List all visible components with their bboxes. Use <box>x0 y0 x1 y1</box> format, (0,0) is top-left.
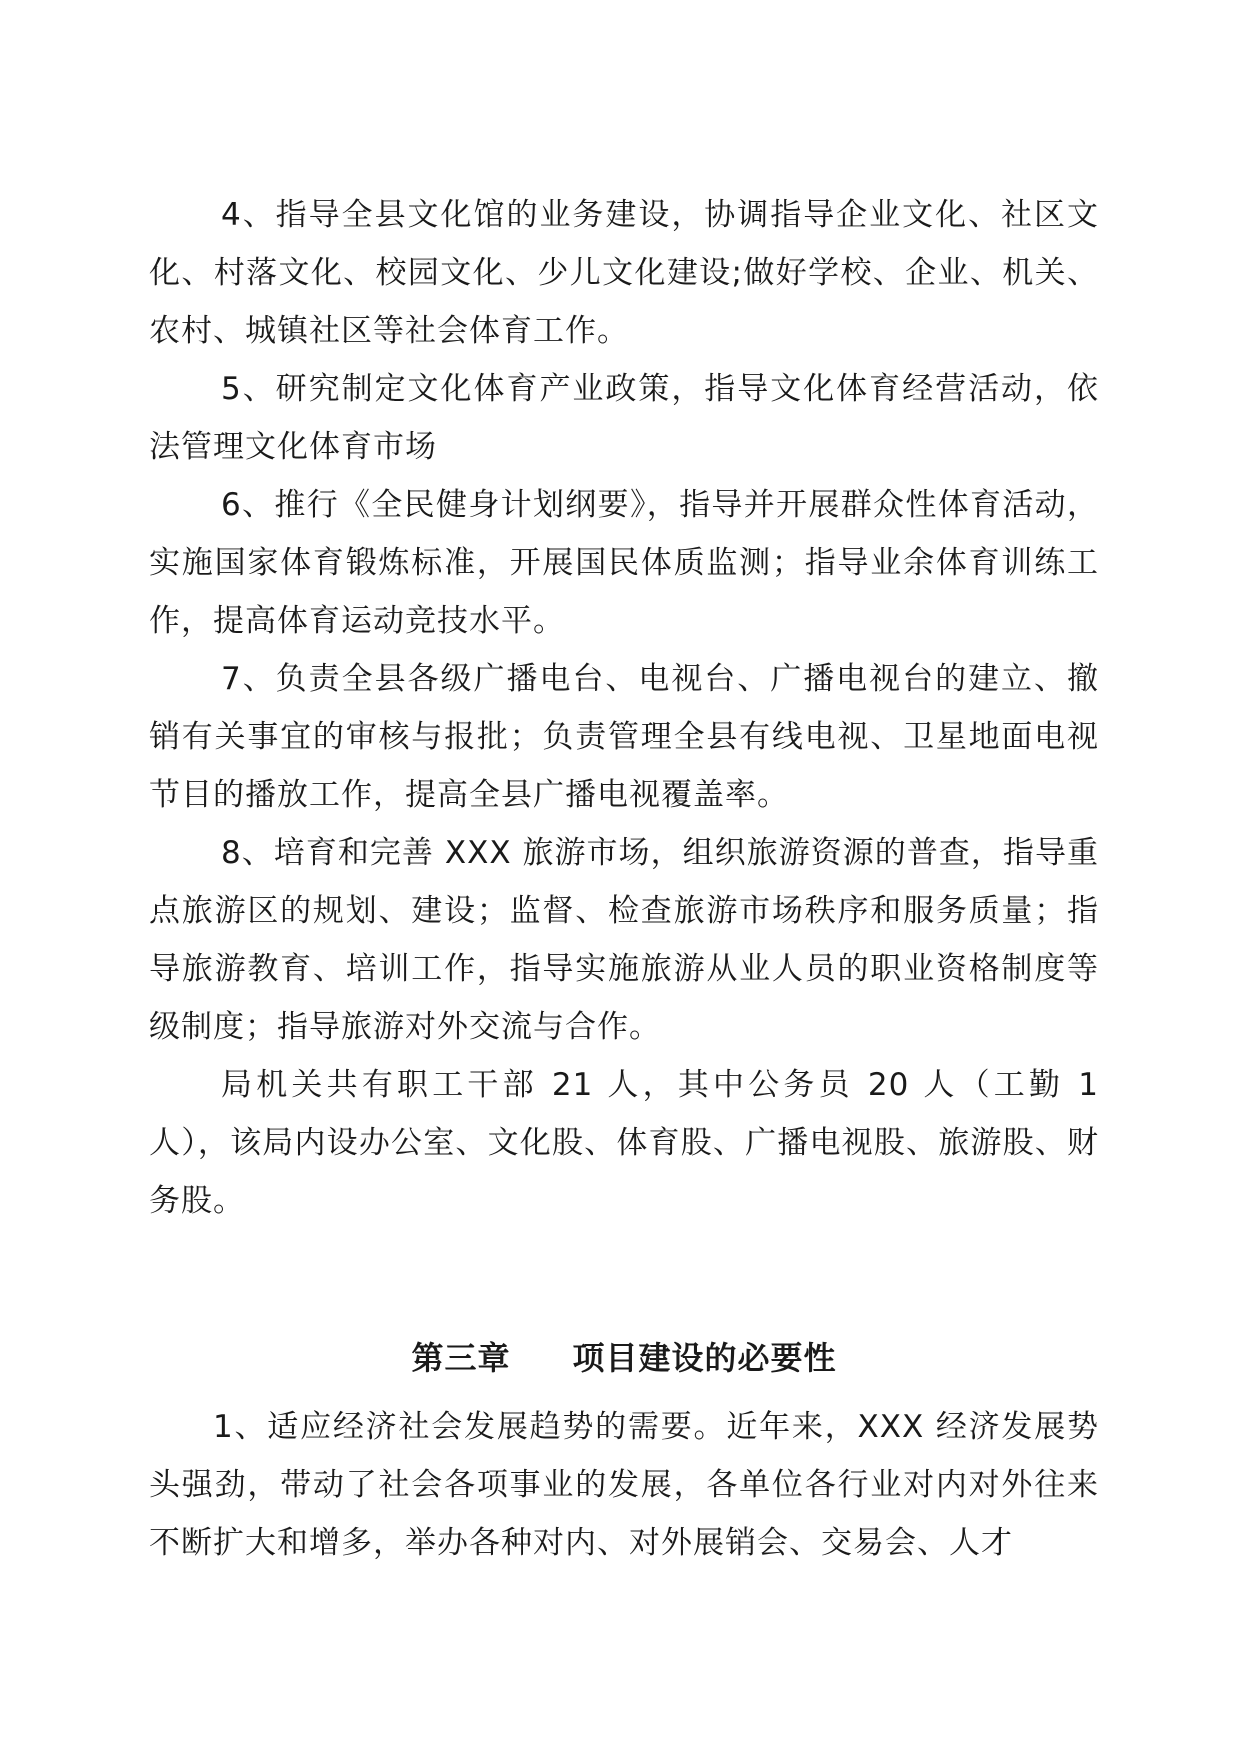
paragraph-8-tourism: 8、培育和完善 XXX 旅游市场，组织旅游资源的普查，指导重点旅游区的规划、建设；监督、检查旅游市场秩序和服务质量；指导旅游教育、培训工作，指导实施旅游从业人员的职业资格制度等级制度；指导旅游对外交流与合作。 <box>149 835 1099 1045</box>
chapter-title: 项目建设的必要性 <box>572 1339 837 1377</box>
chapter-number: 第三章 <box>411 1339 511 1377</box>
document-page <box>149 186 1099 1572</box>
paragraph-5-industry-policy: 5、研究制定文化体育产业政策，指导文化体育经营活动，依法管理文化体育市场 <box>149 371 1099 465</box>
paragraph-staffing: 局机关共有职工干部 21 人，其中公务员 20 人（工勤 1 人），该局内设办公室、文化股、体育股、广播电视股、旅游股、财务股。 <box>149 1067 1099 1219</box>
chapter-heading <box>149 1318 1099 1398</box>
paragraph-4-culture-guidance: 4、指导全县文化馆的业务建设，协调指导企业文化、社区文化、村落文化、校园文化、少儿文化建设;做好学校、企业、机关、农村、城镇社区等社会体育工作。 <box>149 197 1099 349</box>
section-spacer <box>149 1230 1099 1318</box>
paragraph-necessity-1: 1、适应经济社会发展趋势的需要。近年来，XXX 经济发展势头强劲，带动了社会各项事业的发展，各单位各行业对内对外往来不断扩大和增多，举办各种对内、对外展销会、交易会、人才 <box>149 1409 1099 1561</box>
paragraph-6-fitness-program: 6、推行《全民健身计划纲要》，指导并开展群众性体育活动，实施国家体育锻炼标准，开展国民体质监测；指导业余体育训练工作，提高体育运动竞技水平。 <box>149 487 1099 639</box>
paragraph-7-broadcasting: 7、负责全县各级广播电台、电视台、广播电视台的建立、撤销有关事宜的审核与报批；负责管理全县有线电视、卫星地面电视节目的播放工作，提高全县广播电视覆盖率。 <box>149 661 1099 813</box>
